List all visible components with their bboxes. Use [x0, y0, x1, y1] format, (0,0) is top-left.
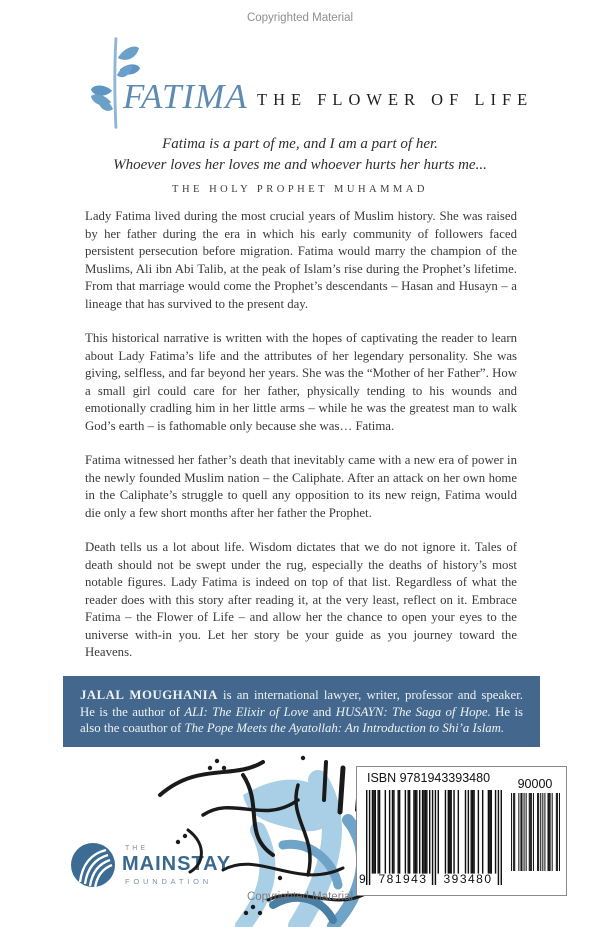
barcode-panel: [356, 766, 567, 896]
copyright-top-label: Copyrighted Material: [246, 12, 354, 24]
author-bio-box: [63, 676, 540, 747]
bio-book-title-3: The Pope Meets the Ayatollah: An Introduction to Shi’a Islam.: [184, 721, 505, 735]
price-supplement-barcode: [510, 793, 560, 871]
bio-book-title-2: HUSAYN: The Saga of Hope.: [335, 704, 491, 719]
body-paragraph-1: Lady Fatima lived during the most crucial years of Muslim history. She was raised by her father during the era in which his early community of followers faced persistent persecution before migration. Fatima would marry the champion of the Muslims, Ali ibn Abi Talib, at the peak of Islam’s rise during the Prophet’s lifetime. From that marriage would come the Prophet’s descendants – Hasan and Husayn – a lineage that has survived to the present day.: [85, 209, 517, 311]
mainstay-wave-circle-icon: [70, 842, 116, 888]
price-code-label: 90000: [517, 777, 553, 791]
quote-attribution: THE HOLY PROPHET MUHAMMAD: [172, 184, 428, 195]
back-cover-text: [85, 208, 517, 679]
author-bio-text: [80, 687, 523, 737]
barcode-digits-group1: 781943: [378, 872, 428, 886]
publisher-the-label: THE: [125, 845, 148, 852]
bio-segment: and: [308, 704, 336, 719]
bio-segment: is an international lawyer, writer, professor and speaker. He is the author of: [80, 688, 523, 719]
copyright-bottom-label: Copyrighted Material: [246, 891, 354, 903]
body-paragraph-2: This historical narrative is written with the hopes of captivating the reader to learn about Lady Fatima’s life and the attributes of her legendary personality. She was giving, selfless, and far beyond her years. She was the “Mother of her Father”. How a small girl could care for her father, physically tending to his wounds and emotionally cradling him in her little arms – while he was the greatest man to walk God’s earth – is fathomable only because she was… Fatima.: [85, 331, 517, 433]
barcode-digits-group2: 393480: [443, 872, 493, 886]
book-subtitle: THE FLOWER OF LIFE: [257, 90, 534, 109]
barcode-digit-lead: 9: [359, 872, 366, 886]
book-title: FATIMA: [123, 77, 248, 116]
ean-barcode: [366, 790, 502, 885]
quote-line-1: Fatima is a part of me, and I am a part of her.: [162, 136, 438, 152]
isbn-label: ISBN 9781943393480: [367, 771, 491, 785]
bio-book-title-1: ALI: The Elixir of Love: [184, 704, 309, 719]
quote-line-2: Whoever loves her loves me and whoever hurts her hurts me...: [113, 157, 487, 173]
body-paragraph-3: Fatima witnessed her father’s death that inevitably came with a new era of power in the newly founded Muslim nation – the Caliphate. After an attack on her own home in the Caliphate’s struggle to quell any opposition to its new reign, Fatima would die only a few short months after her father the Prophet.: [85, 453, 517, 520]
quote-block: [0, 134, 600, 195]
bio-segment: He is also the coauthor of: [80, 704, 523, 735]
body-paragraph-4: Death tells us a lot about life. Wisdom dictates that we do not ignore it. Tales of death should not be swept under the rug, especially the deaths of history’s most notable figures. Lady Fatima is indeed on top of that list. Regardless of what the reader does with this story after reading it, at the very least, reflect on it. Embrace Fatima – the Flower of Life – and allow her the chance to open your eyes to the universe with-in you. Let her story be your guide as you journey toward the Heavens.: [85, 540, 517, 659]
publisher-name-label: MAINSTAY: [122, 853, 232, 875]
author-name: JALAL MOUGHANIA: [80, 688, 218, 702]
publisher-foundation-label: FOUNDATION: [125, 877, 213, 886]
